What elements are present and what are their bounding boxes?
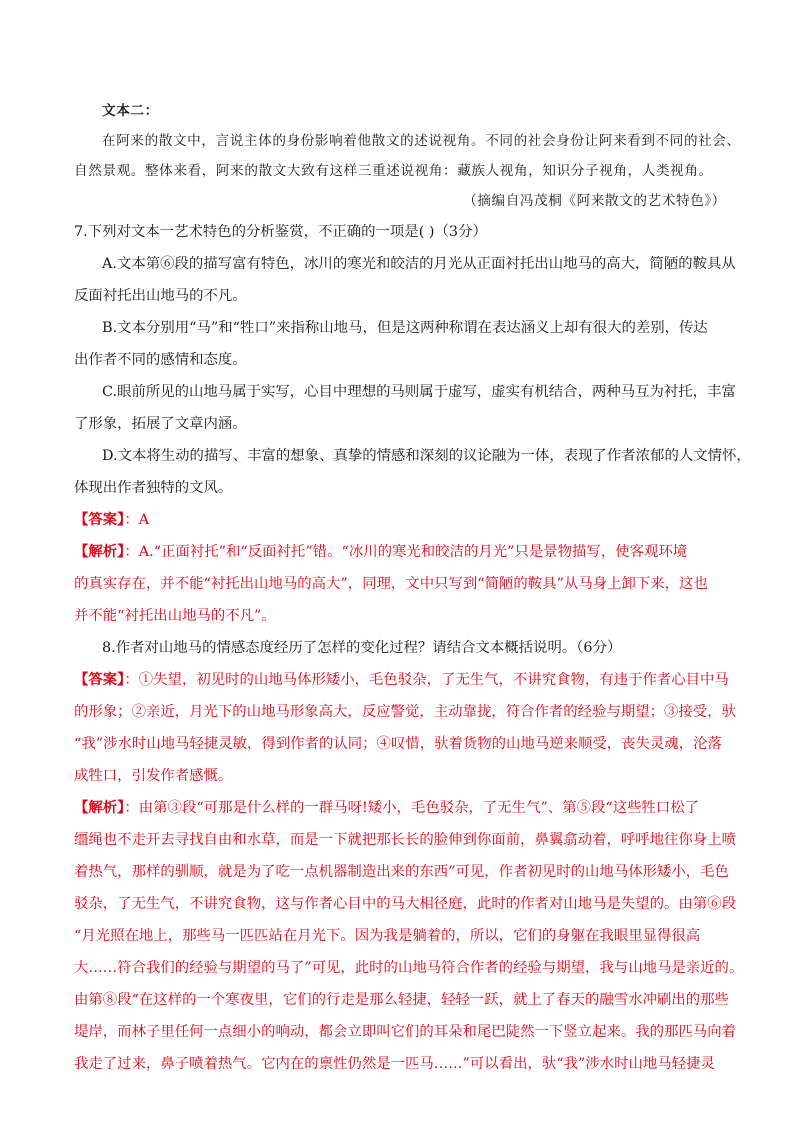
q7-option-d-line-1: D.文本将生动的描写、丰富的想象、真挚的情感和深刻的议论融为一体，表现了作者浓郁的人文情怀，: [102, 448, 751, 464]
q7-analysis-line-3: 并不能“衬托出山地马的不凡”。: [74, 608, 276, 624]
text2-heading: 文本二：: [102, 103, 159, 119]
q8-analysis-text-1: ：由第③段“可那是什么样的一群马呀!矮小，毛色驳杂，了无生气”、第⑤段“这些牲口松了: [124, 800, 700, 816]
q8-analysis-line-6: 大……符合我们的经验与期望的马了”可见，此时的山地马符合作者的经验与期望，我与山地马是亲近的。: [74, 960, 744, 976]
q8-analysis-line-7: 由第⑧段“在这样的一个寒夜里，它们的行走是那么轻捷，轻轻一跃，就上了春天的融雪水冲刷出的那些: [74, 992, 729, 1008]
text2-paragraph-line-2: 自然景观。整体来看，阿来的散文大致有这样三重述说视角：藏族人视角，知识分子视角，人类视角。: [74, 163, 713, 179]
q7-answer: [74, 504, 734, 536]
q8-answer-label: 【答案】: [74, 671, 125, 688]
question-8: [74, 632, 744, 1080]
q7-analysis-label: 【解析】: [74, 543, 125, 560]
q7-analysis-line-2: 的真实存在，并不能“衬托出山地马的高大”，同理，文中只写到“简陋的鞍具”从马身上卸下来，这也: [74, 576, 708, 592]
q7-answer-label: 【答案】: [74, 511, 125, 528]
q8-answer-line-2: 的形象；②亲近，月光下的山地马形象高大，反应警觉，主动靠拢，符合作者的经验与期望；③接受，驮: [74, 704, 736, 720]
q7-option-a-line-1: A.文本第⑥段的描写富有特色，冰川的寒光和皎洁的月光从正面衬托出山地马的高大，简陋的鞍具从: [102, 256, 736, 272]
q7-answer-text: ：A: [124, 512, 150, 528]
text2-source: （摘编自冯茂桐《阿来散文的艺术特色》）: [463, 193, 726, 209]
q8-answer-line-1: [74, 664, 734, 696]
q8-answer-text-1: ：①失望，初见时的山地马体形矮小，毛色驳杂，了无生气，不讲究食物，有违于作者心目中马: [124, 672, 729, 688]
q8-analysis-line-2: 缰绳也不走开去寻找自由和水草，而是一下就把那长长的脸伸到你面前，鼻翼翕动着，呼呼地往你身上喷: [74, 832, 736, 848]
q8-analysis-line-1: [74, 792, 734, 824]
q7-option-b-line-1: B.文本分别用“马”和“牲口”来指称山地马，但是这两种称谓在表达涵义上却有很大的差别，传达: [102, 320, 708, 336]
question-7: [74, 216, 751, 632]
q7-option-c-line-1: C.眼前所见的山地马属于实写，心目中理想的马则属于虚写，虚实有机结合，两种马互为衬托，丰富: [102, 384, 736, 400]
q7-analysis-text-1: ：A.“正面衬托”和“反面衬托”错。“冰川的寒光和皎洁的月光”只是景物描写，使客观环境: [124, 544, 688, 560]
q7-analysis-line-1: [74, 536, 734, 568]
q7-option-d-line-2: 体现出作者独特的文风。: [74, 480, 233, 496]
q8-analysis-line-3: 着热气，那样的驯顺，就是为了吃一点机器制造出来的东西”可见，作者初见时的山地马体形矮小，毛色: [74, 864, 729, 880]
q7-option-c-line-2: 了形象，拓展了文章内涵。: [74, 416, 247, 432]
q8-analysis-line-4: 驳杂，了无生气，不讲究食物，这与作者心目中的马大相径庭，此时的作者对山地马是失望的。由第⑥段: [74, 896, 736, 912]
q8-answer-line-4: 成牲口，引发作者感慨。: [74, 768, 233, 784]
q7-stem: 7.下列对文本一艺术特色的分析鉴赏，不正确的一项是( )（3分）: [74, 224, 487, 240]
text2-paragraph-line-1: 在阿来的散文中，言说主体的身份影响着他散文的述说视角。不同的社会身份让阿来看到不同的社会、: [102, 133, 741, 149]
q7-option-b-line-2: 出作者不同的感情和态度。: [74, 352, 247, 368]
q8-analysis-label: 【解析】: [74, 799, 125, 816]
document-page: [74, 96, 751, 1080]
q8-analysis-line-9: 我走了过来，鼻子喷着热气。它内在的禀性仍然是一匹马……”可以看出，驮“我”涉水时山地马轻捷灵: [74, 1056, 715, 1072]
q8-answer-line-3: “我”涉水时山地马轻捷灵敏，得到作者的认同；④叹惜，驮着货物的山地马逆来顺受，丧失灵魂，沦落: [74, 736, 722, 752]
text2-section: [74, 96, 741, 216]
q8-analysis-line-5: “月光照在地上，那些马一匹匹站在月光下。因为我是躺着的，所以，它们的身躯在我眼里显得很高: [74, 928, 701, 944]
q7-option-a-line-2: 反面衬托出山地马的不凡。: [74, 288, 247, 304]
q8-analysis-line-8: 堤岸，而林子里任何一点细小的响动，都会立即叫它们的耳朵和尾巴陡然一下竖立起来。我的那匹马向着: [74, 1024, 736, 1040]
q8-stem: 8.作者对山地马的情感态度经历了怎样的变化过程？请结合文本概括说明。（6分）: [102, 640, 622, 656]
